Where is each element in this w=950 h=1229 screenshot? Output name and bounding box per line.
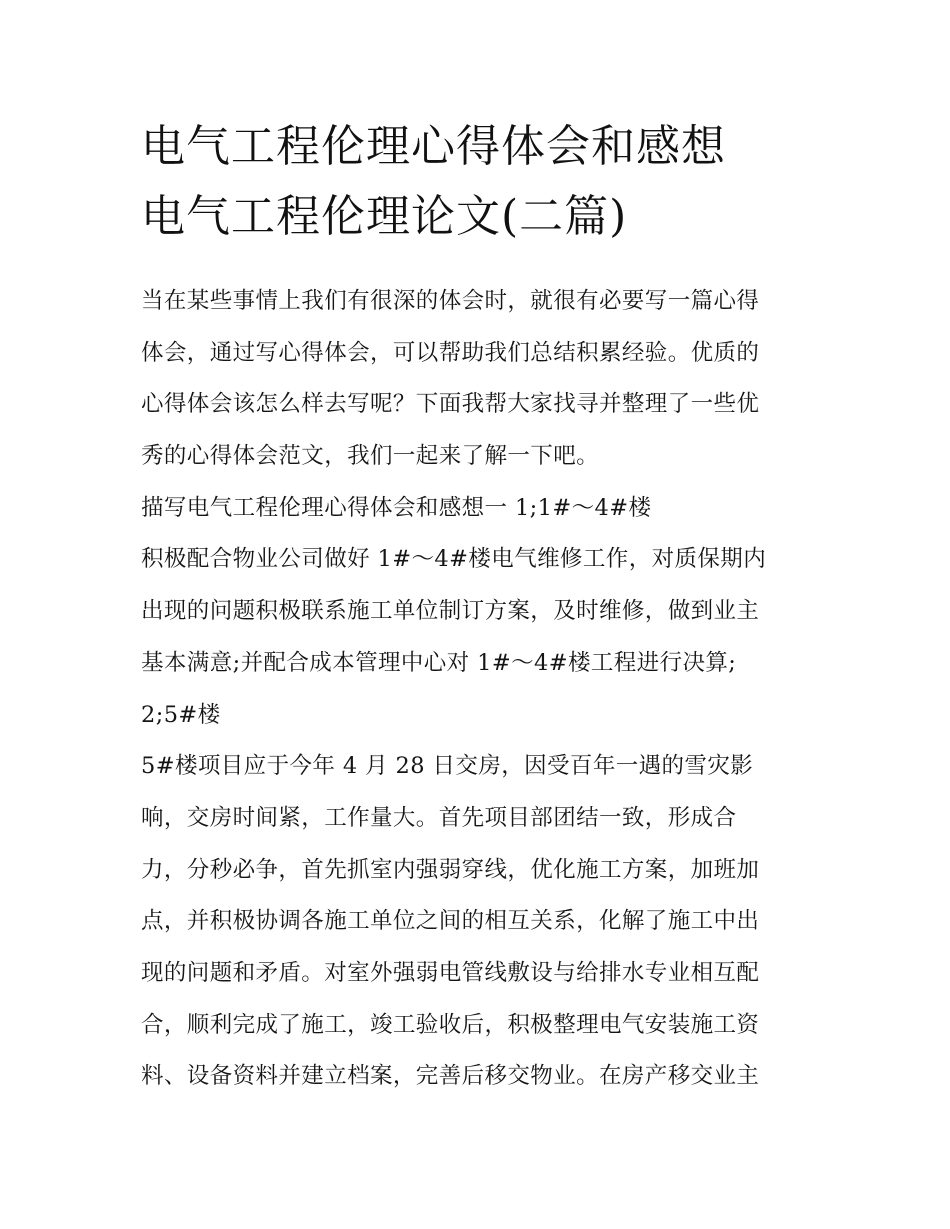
body-line: 积极配合物业公司做好 1#～4#楼电气维修工作，对质保期内 (141, 546, 767, 573)
body-line: 力，分秒必争，首先抓室内强弱穿线，优化施工方案，加班加 (141, 856, 760, 883)
document-body (141, 276, 821, 1103)
title-line-2: 电气工程伦理论文(二篇) (141, 191, 628, 242)
body-line: 现的问题和矛盾。对室外强弱电管线敷设与给排水专业相互配 (141, 959, 760, 986)
body-line: 出现的问题积极联系施工单位制订方案，及时维修，做到业主 (141, 598, 760, 625)
body-line: 当在某些事情上我们有很深的体会时，就很有必要写一篇心得 (141, 288, 760, 314)
body-line: 响，交房时间紧，工作量大。首先项目部团结一致，形成合 (141, 804, 737, 831)
title-line-1: 电气工程伦理心得体会和感想 (141, 121, 726, 172)
body-line: 料、设备资料并建立档案，完善后移交物业。在房产移交业主 (141, 1063, 760, 1090)
body-line: 点，并积极协调各施工单位之间的相互关系，化解了施工中出 (141, 908, 760, 935)
document-title (141, 112, 841, 252)
body-line: 基本满意;并配合成本管理中心对 1#～4#楼工程进行决算; (141, 649, 737, 676)
body-line: 合，顺利完成了施工，竣工验收后，积极整理电气安装施工资 (141, 1011, 760, 1038)
section-heading: 描写电气工程伦理心得体会和感想一 1;1#～4#楼 (141, 494, 652, 521)
body-line: 体会，通过写心得体会，可以帮助我们总结积累经验。优质的 (141, 339, 760, 366)
body-line: 心得体会该怎么样去写呢？下面我帮大家找寻并整理了一些优 (141, 391, 760, 418)
sub-heading: 2;5#楼 (141, 701, 221, 728)
body-line: 秀的心得体会范文，我们一起来了解一下吧。 (141, 443, 600, 470)
body-line: 5#楼项目应于今年 4 月 28 日交房，因受百年一遇的雪灾影 (141, 753, 754, 780)
